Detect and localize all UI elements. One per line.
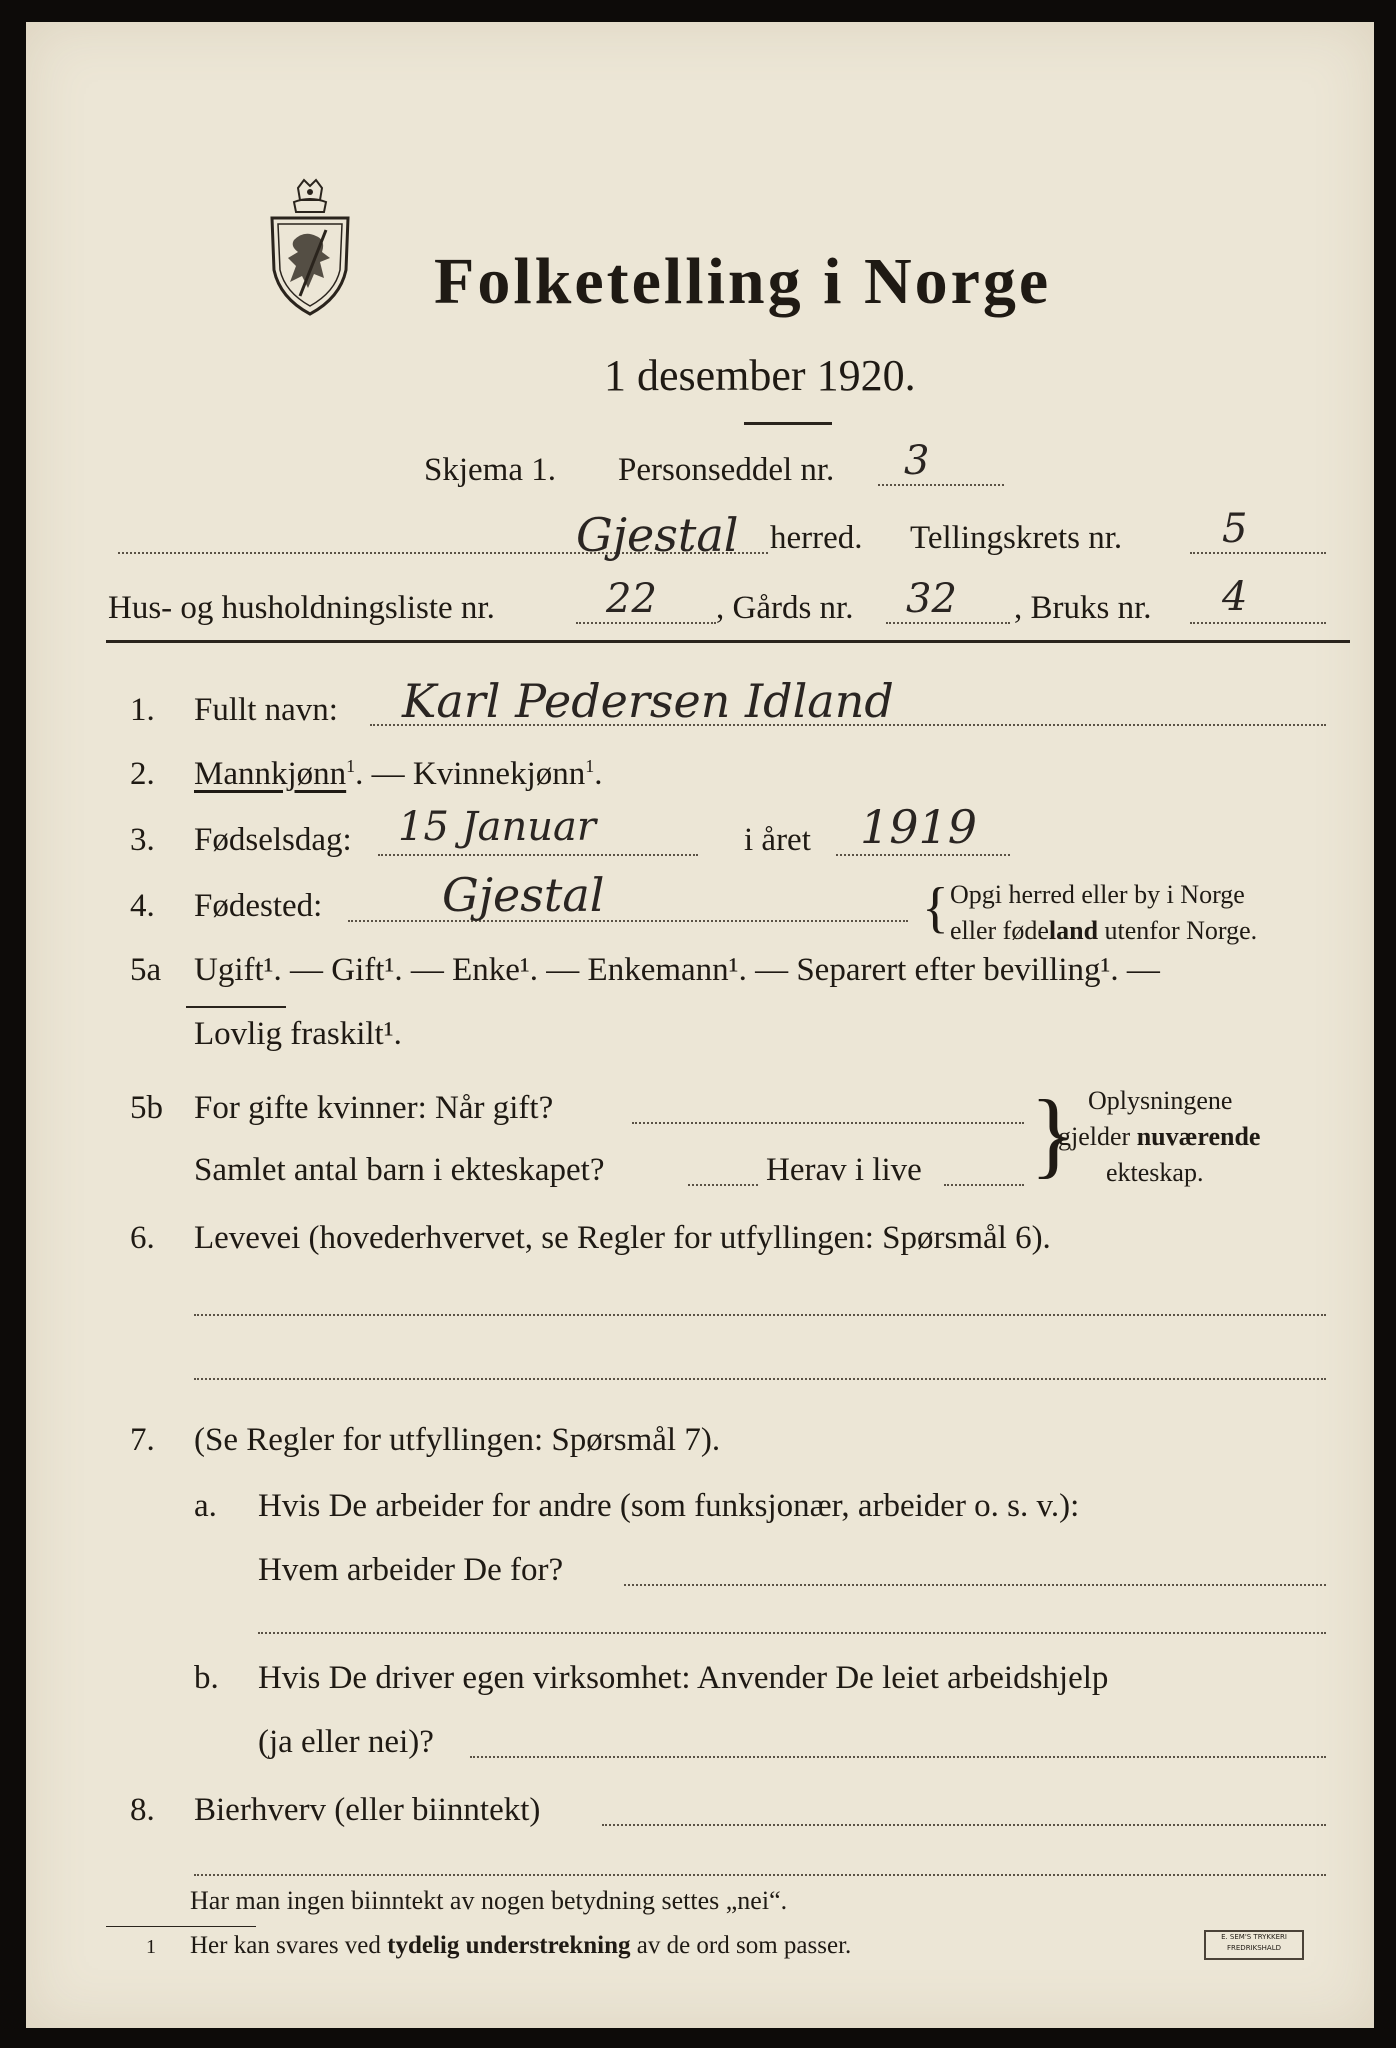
printer-stamp-line1: E. SEM'S TRYKKERI (1221, 1933, 1287, 1941)
bruks-label: , Bruks nr. (1014, 590, 1152, 626)
q5b-note-brace: } (1030, 1080, 1077, 1187)
gards-dots (886, 622, 1010, 624)
q4-number: 4. (130, 888, 155, 924)
q4-note-part-b: land (1048, 916, 1099, 945)
q6-number: 6. (130, 1220, 155, 1256)
note-nei: Har man ingen biinntekt av nogen betydning settes „nei“. (190, 1886, 788, 1915)
herred-label: herred. (770, 520, 863, 556)
bruks-value: 4 (1222, 574, 1248, 620)
q4-birthplace: Gjestal (442, 868, 605, 922)
q7b-text: Hvis De driver egen virksomhet: Anvender De leiet arbeidshjelp (258, 1660, 1109, 1696)
q7b-letter: b. (194, 1660, 219, 1696)
footnote-divider (106, 1926, 256, 1927)
q2-sex-options: Mannkjønn$^1$. — Kvinnekjønn$^1$. (194, 756, 603, 792)
printer-stamp-line2: FREDRIKSHALD (1226, 1944, 1281, 1952)
census-date: 1 desember 1920. (604, 351, 916, 400)
hus-label: Hus- og husholdningsliste nr. (108, 590, 495, 626)
form-title: Folketelling i Norge (434, 245, 1052, 318)
q4-note-line2 (950, 916, 1257, 946)
q5b-line2a: Samlet antal barn i ekteskapet? (194, 1152, 605, 1188)
title-divider (744, 422, 832, 425)
q2-separator: . — (355, 756, 413, 792)
q2-end: . (594, 756, 603, 792)
q6-text: Levevei (hovederhvervet, se Regler for utfyllingen: Spørsmål 6). (194, 1220, 1051, 1256)
q5a-line1: Ugift¹. — Gift¹. — Enke¹. — Enkemann¹. — Separert efter bevilling¹. — (194, 952, 1160, 988)
q7a-answer-dots-2 (258, 1632, 1326, 1634)
q4-dots (348, 920, 908, 922)
q8-number: 8. (130, 1792, 155, 1828)
q2-female-option: Kvinnekjønn (412, 756, 586, 792)
q5b-children-dots (688, 1184, 758, 1186)
footnote-mark: 1 (146, 1936, 156, 1958)
q4-label: Fødested: (194, 888, 323, 924)
q5b-note-line1: Oplysningene (1088, 1086, 1233, 1115)
q5a-ugift-underline (186, 1006, 286, 1008)
q6-answer-dots-2 (194, 1378, 1326, 1380)
q5b-line1: For gifte kvinner: Når gift? (194, 1090, 554, 1126)
footnote-text (190, 1932, 851, 1960)
gards-label: , Gårds nr. (716, 590, 854, 626)
gards-value: 32 (906, 576, 957, 622)
q7a-letter: a. (194, 1488, 217, 1524)
q3-number: 3. (130, 822, 155, 858)
q3-year-dots (836, 854, 1010, 856)
q3-label: Fødselsdag: (194, 822, 352, 858)
q2-male-option: Mannkjønn (194, 756, 347, 792)
q3-date-dots (378, 854, 698, 856)
q4-note-part-a: eller føde (950, 916, 1049, 945)
q4-note-brace: { (922, 877, 949, 939)
q7b-text2: (ja eller nei)? (258, 1724, 434, 1760)
personseddel-dots (878, 484, 1004, 486)
q5b-line2b: Herav i live (766, 1152, 922, 1188)
tellingskrets-label: Tellingskrets nr. (910, 520, 1123, 556)
q5a-number: 5a (130, 952, 162, 988)
q7a-text: Hvis De arbeider for andre (som funksjonær, arbeider o. s. v.): (258, 1488, 1080, 1524)
q5b-note-part-b: nuværende (1136, 1122, 1261, 1151)
q8-answer-dots-2 (194, 1874, 1326, 1876)
q7a-answer-dots-1 (624, 1584, 1326, 1586)
skjema-label: Skjema 1. (424, 452, 556, 488)
coat-of-arms-icon (260, 178, 360, 318)
census-form (26, 22, 1374, 2028)
personseddel-value: 3 (904, 438, 930, 484)
footnote-part-b: tydelig understrekning (387, 1932, 631, 1959)
q3-birth-year: 1919 (860, 800, 978, 854)
q5b-note-part-a: gjelder (1058, 1122, 1137, 1151)
q5a-line2: Lovlig fraskilt¹. (194, 1016, 402, 1052)
q3-birth-date: 15 Januar (398, 804, 596, 850)
q8-text: Bierhverv (eller biinntekt) (194, 1792, 541, 1828)
footnote-part-a: Her kan svares ved (190, 1932, 388, 1959)
q1-label: Fullt navn: (194, 692, 338, 728)
header-divider (106, 640, 1350, 643)
q5b-note-line2 (1058, 1122, 1260, 1152)
q5b-number: 5b (130, 1090, 163, 1126)
bruks-dots (1190, 622, 1326, 624)
herred-value: Gjestal (576, 508, 739, 562)
q2-number: 2. (130, 756, 155, 792)
q4-note-part-c: utenfor Norge. (1098, 916, 1258, 945)
q7b-answer-dots (470, 1756, 1326, 1758)
q5b-alive-dots (944, 1184, 1024, 1186)
q5b-note-line3: ekteskap. (1106, 1158, 1204, 1187)
printer-stamp (1204, 1930, 1304, 1960)
hus-dots (576, 622, 716, 624)
q7a-text2: Hvem arbeider De for? (258, 1552, 564, 1588)
q6-answer-dots-1 (194, 1314, 1326, 1316)
footnote-part-c: av de ord som passer. (630, 1932, 852, 1959)
personseddel-label: Personseddel nr. (618, 452, 835, 488)
q4-note-line1: Opgi herred eller by i Norge (950, 880, 1245, 909)
q1-number: 1. (130, 692, 155, 728)
q7-number: 7. (130, 1422, 155, 1458)
q8-answer-dots-1 (602, 1824, 1326, 1826)
tellingskrets-value: 5 (1222, 506, 1248, 552)
q5b-married-dots (632, 1122, 1024, 1124)
tellingskrets-dots (1190, 552, 1326, 554)
q7-text: (Se Regler for utfyllingen: Spørsmål 7). (194, 1422, 721, 1458)
hus-value: 22 (606, 576, 657, 622)
q3-year-label: i året (744, 822, 811, 858)
q1-full-name: Karl Pedersen Idland (402, 674, 894, 728)
